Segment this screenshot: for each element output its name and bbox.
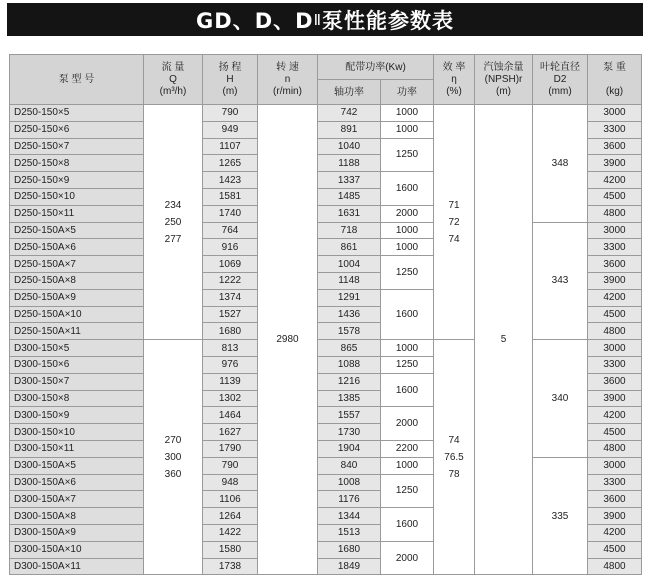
motor-power-cell: 1250 [381, 256, 434, 290]
head-cell: 1581 [203, 188, 258, 205]
flow-group-cell-value: 300 [164, 451, 182, 463]
head-cell: 1265 [203, 155, 258, 172]
model-cell: D250-150×11 [10, 205, 144, 222]
weight-cell: 3000 [588, 222, 642, 239]
motor-power-cell: 2200 [381, 440, 434, 457]
model-cell: D300-150A×7 [10, 491, 144, 508]
weight-cell: 4500 [588, 424, 642, 441]
model-cell: D250-150A×8 [10, 272, 144, 289]
efficiency-group-cell-value: 72 [448, 216, 460, 228]
head-cell: 1738 [203, 558, 258, 575]
title-suffix: 泵性能参数表 [321, 8, 454, 33]
weight-cell: 4200 [588, 289, 642, 306]
flow-group-cell [144, 340, 203, 575]
model-cell: D300-150A×11 [10, 558, 144, 575]
head-cell: 813 [203, 340, 258, 357]
weight-cell: 4500 [588, 541, 642, 558]
header-efficiency: 效 率 η (%) [434, 55, 475, 105]
model-cell: D250-150A×10 [10, 306, 144, 323]
impeller-cell: 335 [533, 457, 588, 575]
weight-cell: 3000 [588, 457, 642, 474]
weight-cell: 3600 [588, 256, 642, 273]
motor-power-cell: 1000 [381, 340, 434, 357]
head-cell: 1464 [203, 407, 258, 424]
npsh-cell: 5 [475, 105, 533, 575]
spec-table-body [10, 105, 642, 575]
flow-group-cell-value: 360 [164, 468, 182, 480]
table-row [10, 457, 642, 474]
head-cell: 1222 [203, 272, 258, 289]
head-cell: 1580 [203, 541, 258, 558]
head-cell: 976 [203, 356, 258, 373]
model-cell: D250-150×5 [10, 105, 144, 122]
weight-cell: 3900 [588, 390, 642, 407]
model-cell: D300-150A×8 [10, 508, 144, 525]
weight-cell: 3300 [588, 239, 642, 256]
model-cell: D250-150A×6 [10, 239, 144, 256]
header-head: 扬 程 H (m) [203, 55, 258, 105]
header-shaft-power: 轴功率 [318, 80, 381, 105]
head-cell: 1139 [203, 373, 258, 390]
head-cell: 1423 [203, 172, 258, 189]
model-cell: D250-150A×5 [10, 222, 144, 239]
weight-cell: 3900 [588, 508, 642, 525]
title-roman: Ⅱ [313, 10, 322, 29]
shaft-power-cell: 1291 [318, 289, 381, 306]
head-cell: 1107 [203, 138, 258, 155]
model-cell: D250-150×8 [10, 155, 144, 172]
weight-cell: 4500 [588, 188, 642, 205]
shaft-power-cell: 1578 [318, 323, 381, 340]
shaft-power-cell: 1557 [318, 407, 381, 424]
head-cell: 1627 [203, 424, 258, 441]
weight-cell: 3600 [588, 138, 642, 155]
model-cell: D250-150A×11 [10, 323, 144, 340]
head-cell: 1264 [203, 508, 258, 525]
motor-power-cell: 1600 [381, 289, 434, 339]
efficiency-group-cell-value: 74 [448, 434, 460, 446]
header-impeller: 叶轮直径 D2 (mm) [533, 55, 588, 105]
motor-power-cell: 1600 [381, 508, 434, 542]
header-weight: 泵 重 (kg) [588, 55, 642, 105]
weight-cell: 3300 [588, 474, 642, 491]
header-flow: 流 量 Q (m³/h) [144, 55, 203, 105]
impeller-cell: 343 [533, 222, 588, 340]
motor-power-cell: 1250 [381, 474, 434, 508]
shaft-power-cell: 742 [318, 105, 381, 122]
shaft-power-cell: 1849 [318, 558, 381, 575]
motor-power-cell: 1000 [381, 222, 434, 239]
shaft-power-cell: 718 [318, 222, 381, 239]
head-cell: 1106 [203, 491, 258, 508]
motor-power-cell: 1250 [381, 138, 434, 172]
motor-power-cell: 1000 [381, 121, 434, 138]
efficiency-group-cell-value: 74 [448, 233, 460, 245]
motor-power-cell: 2000 [381, 205, 434, 222]
model-cell: D300-150A×9 [10, 524, 144, 541]
weight-cell: 3600 [588, 373, 642, 390]
model-cell: D300-150×9 [10, 407, 144, 424]
efficiency-group-cell-value: 78 [448, 468, 460, 480]
weight-cell: 4800 [588, 558, 642, 575]
weight-cell: 3900 [588, 272, 642, 289]
head-cell: 949 [203, 121, 258, 138]
header-motor-power: 功率 [381, 80, 434, 105]
flow-group-cell-value: 250 [164, 216, 182, 228]
shaft-power-cell: 1088 [318, 356, 381, 373]
table-row [10, 222, 642, 239]
shaft-power-cell: 861 [318, 239, 381, 256]
shaft-power-cell: 865 [318, 340, 381, 357]
shaft-power-cell: 840 [318, 457, 381, 474]
head-cell: 1790 [203, 440, 258, 457]
flow-group-cell-value: 234 [164, 199, 182, 211]
weight-cell: 4800 [588, 323, 642, 340]
model-cell: D300-150×10 [10, 424, 144, 441]
shaft-power-cell: 1904 [318, 440, 381, 457]
efficiency-group-cell-value: 71 [448, 199, 460, 211]
weight-cell: 4200 [588, 172, 642, 189]
motor-power-cell: 1000 [381, 457, 434, 474]
efficiency-group-cell [434, 340, 475, 575]
head-cell: 790 [203, 457, 258, 474]
weight-cell: 4200 [588, 407, 642, 424]
shaft-power-cell: 1485 [318, 188, 381, 205]
pump-spec-table [9, 54, 642, 575]
model-cell: D250-150×7 [10, 138, 144, 155]
header-model: 泵 型 号 [10, 55, 144, 105]
weight-cell: 3000 [588, 105, 642, 122]
flow-group-cell-value: 277 [164, 233, 182, 245]
efficiency-group-cell [434, 105, 475, 340]
shaft-power-cell: 1680 [318, 541, 381, 558]
weight-cell: 3600 [588, 491, 642, 508]
weight-cell: 4500 [588, 306, 642, 323]
model-cell: D300-150A×5 [10, 457, 144, 474]
head-cell: 1527 [203, 306, 258, 323]
model-cell: D300-150×6 [10, 356, 144, 373]
header-power: 配带功率(Kw) [318, 55, 434, 80]
head-cell: 1374 [203, 289, 258, 306]
shaft-power-cell: 1513 [318, 524, 381, 541]
header-npsh: 汽蚀余量 (NPSH)r (m) [475, 55, 533, 105]
weight-cell: 3000 [588, 340, 642, 357]
head-cell: 948 [203, 474, 258, 491]
weight-cell: 3300 [588, 121, 642, 138]
shaft-power-cell: 1040 [318, 138, 381, 155]
shaft-power-cell: 1004 [318, 256, 381, 273]
flow-group-cell [144, 105, 203, 340]
shaft-power-cell: 1148 [318, 272, 381, 289]
motor-power-cell: 1600 [381, 373, 434, 407]
model-cell: D250-150A×9 [10, 289, 144, 306]
model-cell: D250-150×10 [10, 188, 144, 205]
head-cell: 1422 [203, 524, 258, 541]
weight-cell: 3300 [588, 356, 642, 373]
shaft-power-cell: 1436 [318, 306, 381, 323]
head-cell: 1680 [203, 323, 258, 340]
shaft-power-cell: 1730 [318, 424, 381, 441]
model-cell: D300-150×5 [10, 340, 144, 357]
head-cell: 790 [203, 105, 258, 122]
impeller-cell: 348 [533, 105, 588, 223]
impeller-cell: 340 [533, 340, 588, 458]
speed-cell: 2980 [258, 105, 318, 575]
shaft-power-cell: 1631 [318, 205, 381, 222]
efficiency-group-cell-value: 76.5 [444, 451, 464, 463]
head-cell: 1069 [203, 256, 258, 273]
head-cell: 1302 [203, 390, 258, 407]
model-cell: D250-150A×7 [10, 256, 144, 273]
model-cell: D300-150A×6 [10, 474, 144, 491]
shaft-power-cell: 1176 [318, 491, 381, 508]
model-cell: D250-150×9 [10, 172, 144, 189]
model-cell: D300-150×8 [10, 390, 144, 407]
shaft-power-cell: 1008 [318, 474, 381, 491]
motor-power-cell: 1000 [381, 239, 434, 256]
title-prefix: GD、D、D [196, 8, 314, 33]
shaft-power-cell: 1188 [318, 155, 381, 172]
model-cell: D300-150A×10 [10, 541, 144, 558]
shaft-power-cell: 1385 [318, 390, 381, 407]
motor-power-cell: 2000 [381, 407, 434, 441]
weight-cell: 4800 [588, 440, 642, 457]
head-cell: 764 [203, 222, 258, 239]
weight-cell: 4200 [588, 524, 642, 541]
weight-cell: 3900 [588, 155, 642, 172]
page-title [7, 3, 643, 36]
motor-power-cell: 1600 [381, 172, 434, 206]
model-cell: D300-150×11 [10, 440, 144, 457]
motor-power-cell: 1250 [381, 356, 434, 373]
flow-group-cell-value: 270 [164, 434, 182, 446]
model-cell: D250-150×6 [10, 121, 144, 138]
shaft-power-cell: 1337 [318, 172, 381, 189]
table-row [10, 340, 642, 357]
table-row [10, 105, 642, 122]
weight-cell: 4800 [588, 205, 642, 222]
head-cell: 916 [203, 239, 258, 256]
shaft-power-cell: 1216 [318, 373, 381, 390]
shaft-power-cell: 1344 [318, 508, 381, 525]
model-cell: D300-150×7 [10, 373, 144, 390]
head-cell: 1740 [203, 205, 258, 222]
motor-power-cell: 2000 [381, 541, 434, 575]
header-speed: 转 速 n (r/min) [258, 55, 318, 105]
motor-power-cell: 1000 [381, 105, 434, 122]
shaft-power-cell: 891 [318, 121, 381, 138]
